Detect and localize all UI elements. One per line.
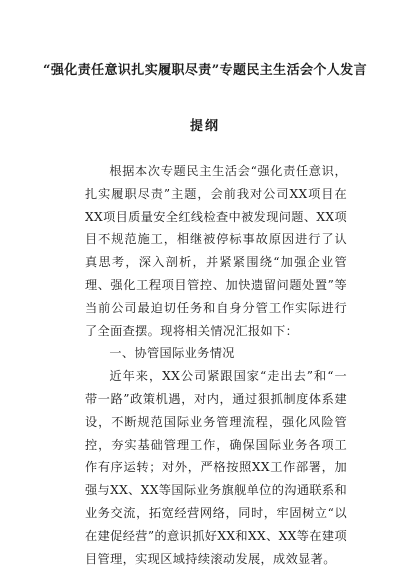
section-heading: 一、协管国际业务情况 xyxy=(109,346,235,361)
section-paragraph: 近年来，XX公司紧跟国家“走出去”和“一带一路”政策机遇，对内，通过狠抓制度体系建设，不断规范国际业务管理流程，强化风险管控，夯实基础管理工作，确保国际业务各项工作有序运转；对外，严格按照XX工作部署，加强与XX、XX等国际业务旗舰单位的沟通联系和业务交流，拓宽经营网络，同时，牢固树立“以在建促经营”的意识抓好XX和XX、XX等在建项目管理，实现区域持续滚动发展，成效显著。 xyxy=(85,369,347,566)
document-title: “强化责任意识扎实履职尽责”专题民主生活会个人发言 xyxy=(43,63,367,78)
document-title-continued: 提纲 xyxy=(189,119,220,134)
document-body xyxy=(85,160,347,570)
intro-paragraph: 根据本次专题民主生活会“强化责任意识，扎实履职尽责”主题，会前我对公司XX项目在XX项目质量安全红线检查中被发现问题、XX项目不规范施工，相继被停标事故原因进行了认真思考，深入剖析，并紧紧围绕“加强企业管理、强化工程项目管控、加快遗留问题处置”等当前公司最迫切任务和自身分管工作实际进行了全面查摆。现将相关情况汇报如下： xyxy=(85,164,347,338)
